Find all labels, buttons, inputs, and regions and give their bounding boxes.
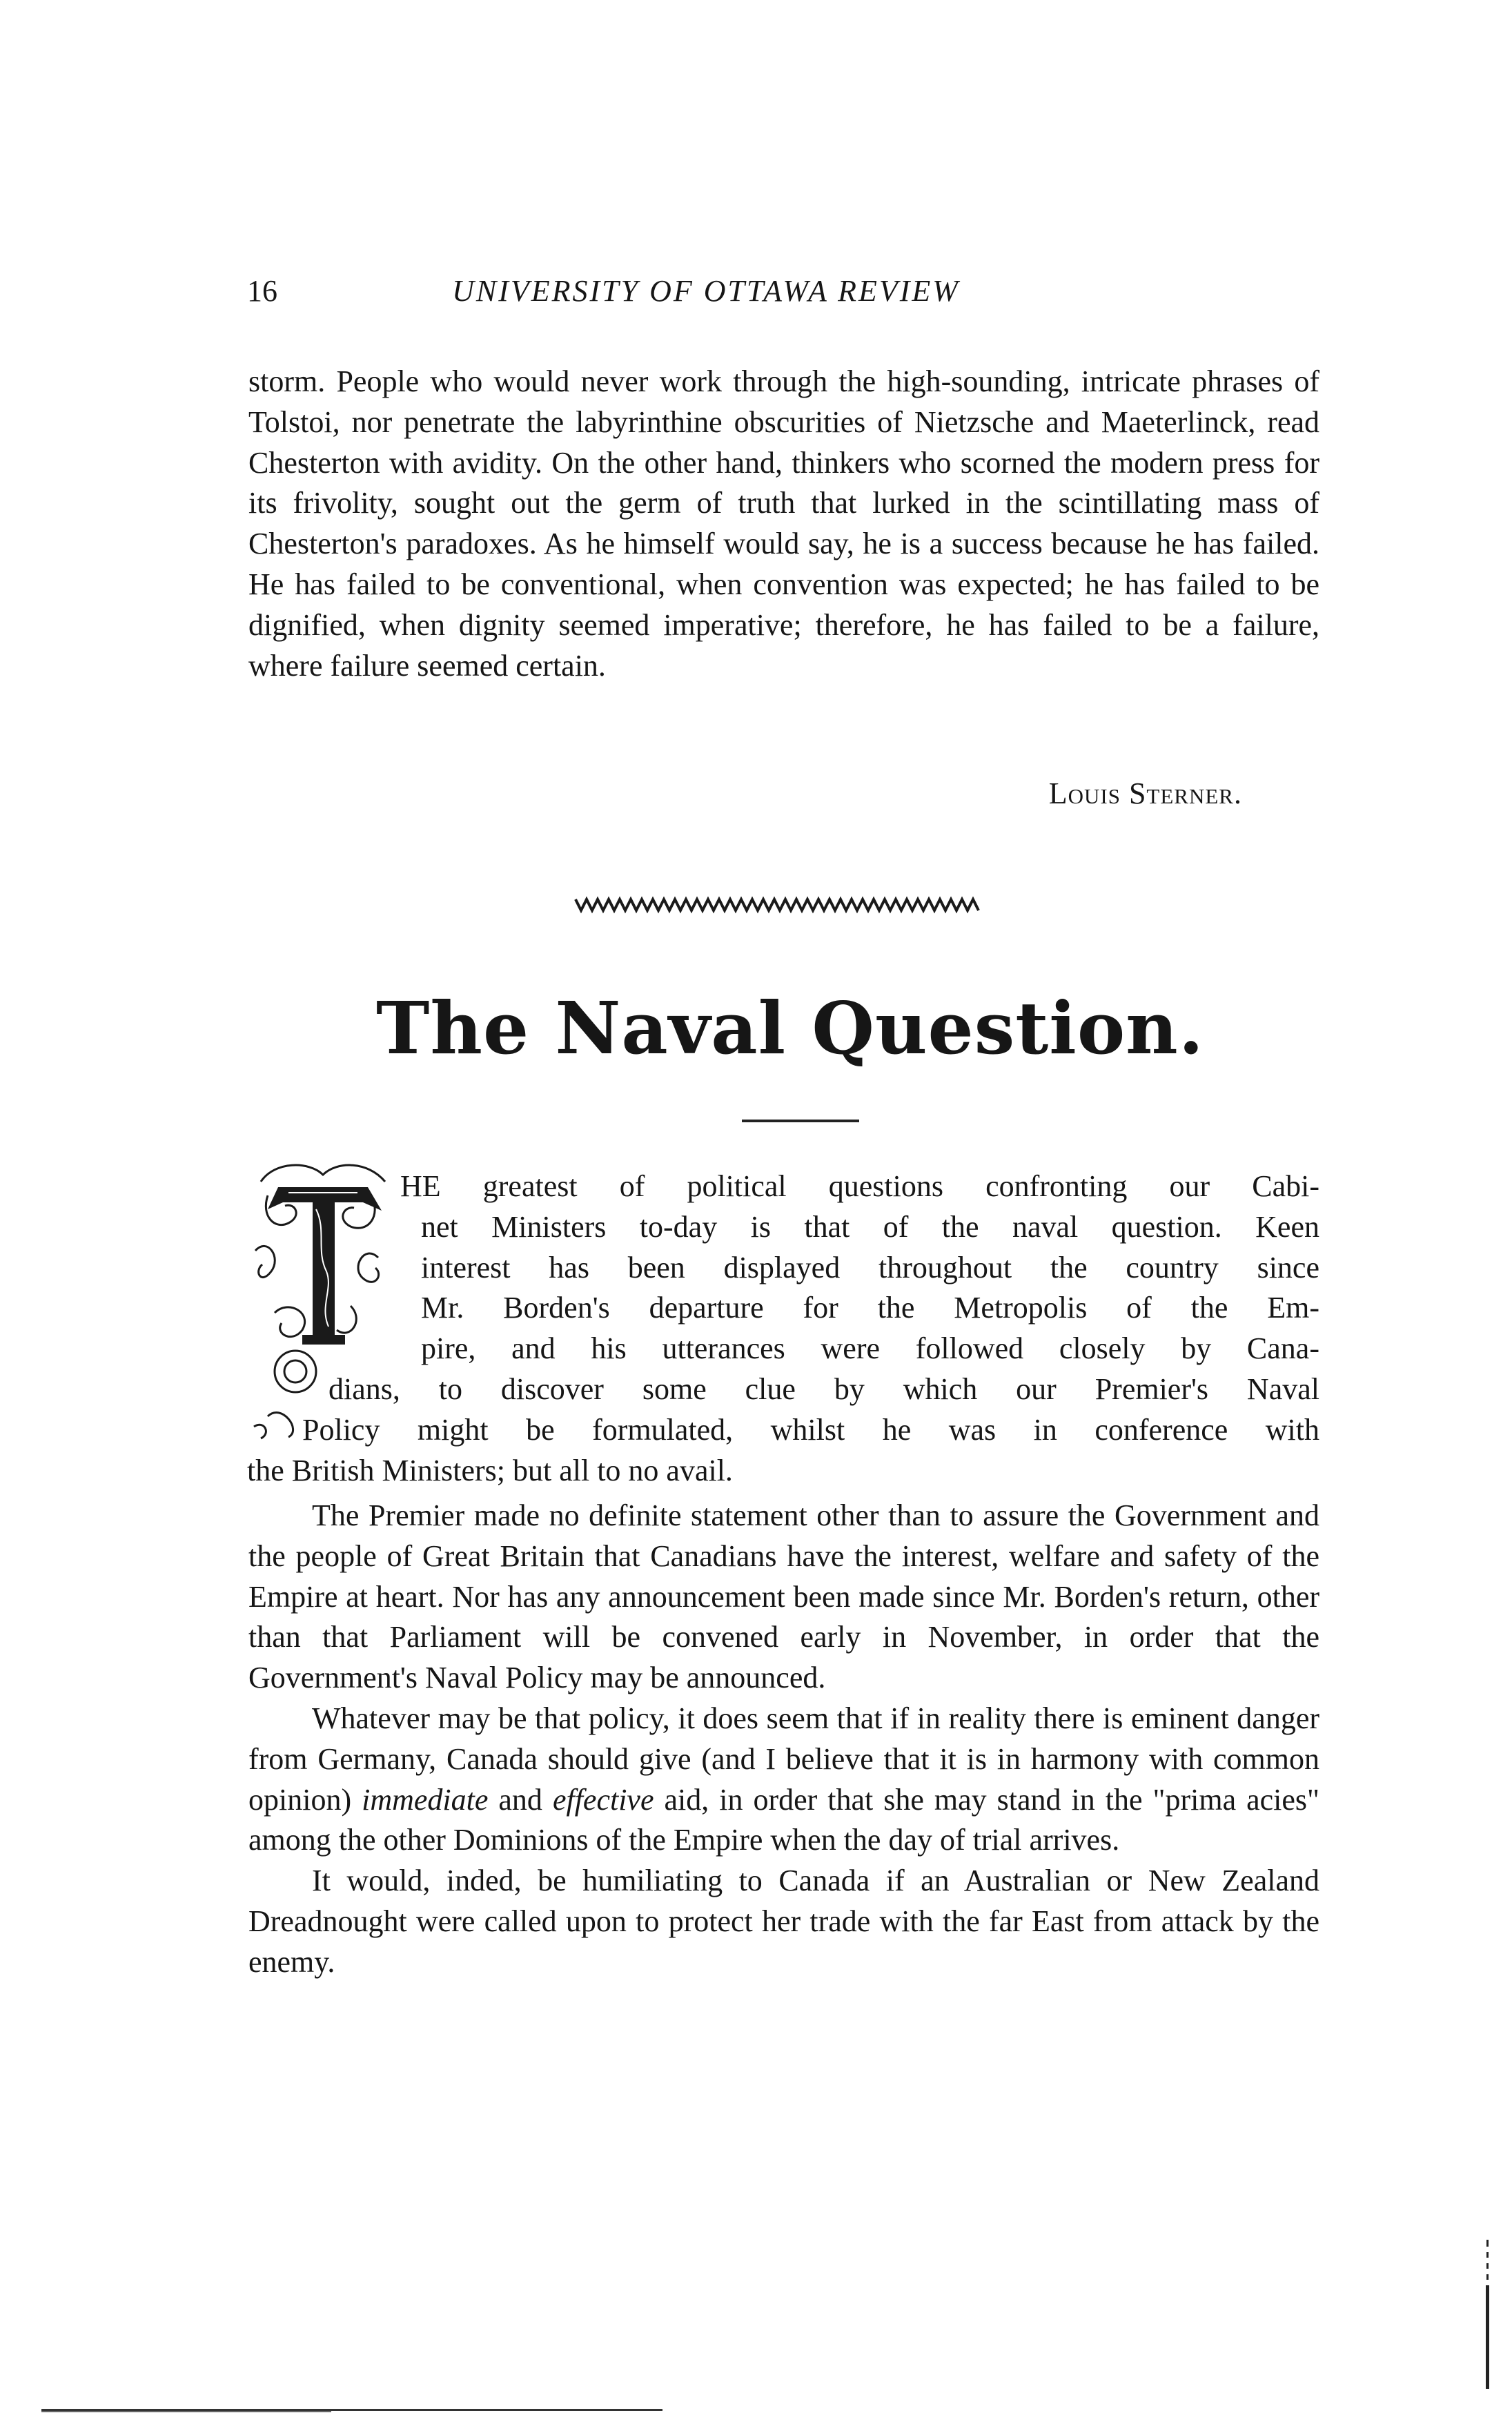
first-paragraph-line: HE greatest of political questions confronting our Cabi-	[400, 1169, 1319, 1203]
previous-article-paragraph: storm. People who would never work through the high-sounding, intricate phrases of Tolstoi, nor penetrate the labyrinthine obscurities of Nietzsche and Maeterlinck, read Chesterton with avidity. On the other hand, thinkers who scorned the modern press for its frivolity, sought out the germ of truth that lurked in the scintillating mass of Chesterton's paradoxes. As he himself would say, he is a success because he has failed. He has failed to be conventional, when convention was expected; he has failed to be dignified, when dignity seemed imperative; therefore, he has failed to be a failure, where failure seemed certain.	[248, 364, 1319, 683]
article-paragraph-4: It would, inded, be humiliating to Canada if an Australian or New Zealand Dreadnought were called upon to protect her trade with the far East from attack by the enemy.	[248, 1864, 1319, 1979]
author-signature: Louis Sterner.	[1048, 776, 1242, 810]
running-head	[247, 271, 1137, 312]
emphasis-effective: effective	[552, 1782, 654, 1817]
article-paragraph-3: Whatever may be that policy, it does seem that if in reality there is eminent danger from Germany, Canada should give (and I believe that it is in harmony with common opinion) immediate and effective aid, in order that she may stand in the "prima acies" among the other Dominions of the Empire when the day of trial arrives.	[248, 1701, 1320, 1857]
article-title: The Naval Question.	[375, 986, 1205, 1071]
emphasis-immediate: immediate	[362, 1782, 489, 1817]
margin-scan-marks	[1485, 2240, 1491, 2392]
title-rule	[742, 1120, 859, 1122]
first-paragraph-line: dians, to discover some clue by which our Premier's Naval	[328, 1371, 1319, 1406]
first-paragraph-line: the British Ministers; but all to no avail.	[247, 1453, 733, 1487]
first-paragraph-line: net Ministers to-day is that of the naval question. Keen	[421, 1209, 1319, 1244]
article-body	[248, 1496, 1319, 1983]
first-paragraph	[247, 1166, 1319, 1491]
journal-title: UNIVERSITY OF OTTAWA REVIEW	[452, 274, 960, 308]
previous-article-text	[248, 362, 1319, 686]
page-number: 16	[247, 274, 277, 308]
first-paragraph-line: Policy might be formulated, whilst he was in conference with	[302, 1412, 1319, 1447]
first-paragraph-line: pire, and his utterances were followed closely by Cana-	[421, 1331, 1319, 1366]
article-paragraph-2: The Premier made no definite statement other than to assure the Government and the people of Great Britain that Canadians have the interest, welfare and safety of the Empire at heart. Nor has any announcement been made since Mr. Borden's return, other than that Parliament will be convened early in November, in order that the Government's Naval Policy may be announced.	[248, 1498, 1319, 1695]
bottom-scan-rule	[41, 2407, 662, 2413]
first-paragraph-line: Mr. Borden's departure for the Metropolis of the Em-	[421, 1291, 1319, 1325]
first-paragraph-line: interest has been displayed throughout the country since	[421, 1250, 1319, 1284]
wavy-ornament-divider	[574, 892, 980, 917]
